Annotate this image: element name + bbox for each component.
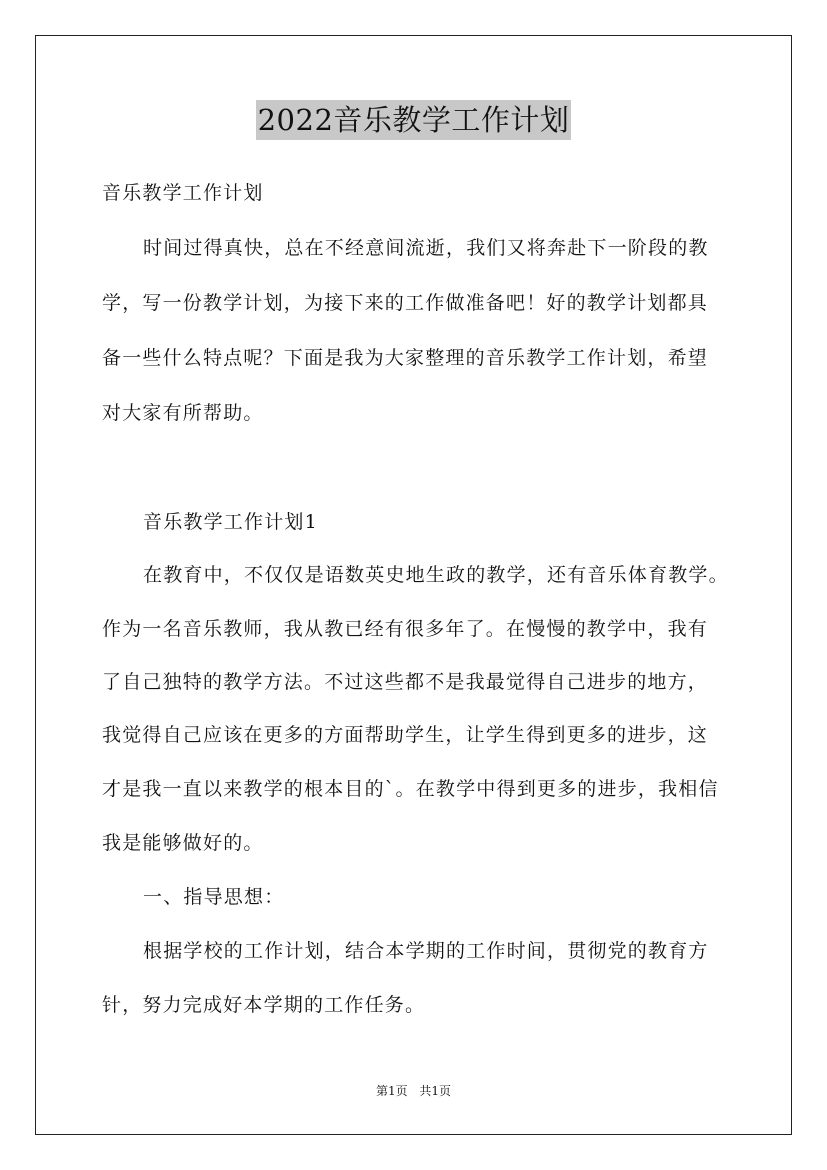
- paragraph-line: 作为一名音乐教师，我从教已经有很多年了。在慢慢的教学中，我有: [102, 618, 709, 640]
- paragraph-line: 学，写一份教学计划，为接下来的工作做准备吧！好的教学计划都具: [102, 292, 709, 314]
- paragraph-line: 对大家有所帮助。: [102, 402, 264, 424]
- paragraph-line: 时间过得真快，总在不经意间流逝，我们又将奔赴下一阶段的教: [143, 237, 709, 259]
- paragraph-line: 在教育中，不仅仅是语数英史地生政的教学，还有音乐体育教学。: [143, 564, 729, 586]
- document-title: 2022音乐教学工作计划: [256, 100, 572, 140]
- title-wrap: [0, 100, 827, 140]
- paragraph-line: 针，努力完成好本学期的工作任务。: [102, 994, 426, 1016]
- page-number: 第1页: [375, 1084, 408, 1098]
- subtitle-line: 音乐教学工作计划: [102, 182, 264, 204]
- page-total: 共1页: [419, 1084, 452, 1098]
- paragraph-line: 根据学校的工作计划，结合本学期的工作时间，贯彻党的教育方: [143, 940, 709, 962]
- section-heading: 音乐教学工作计划1: [143, 511, 318, 533]
- paragraph-line: 才是我一直以来教学的根本目的`。在教学中得到更多的进步，我相信: [102, 778, 719, 800]
- paragraph-line: 我是能够做好的。: [102, 832, 264, 854]
- page-footer: [0, 1083, 827, 1099]
- paragraph-line: 备一些什么特点呢？下面是我为大家整理的音乐教学工作计划，希望: [102, 347, 709, 369]
- paragraph-line: 我觉得自己应该在更多的方面帮助学生，让学生得到更多的进步，这: [102, 724, 709, 746]
- paragraph-line: 了自己独特的教学方法。不过这些都不是我最觉得自己进步的地方，: [102, 671, 709, 693]
- subsection-heading: 一、指导思想：: [143, 886, 285, 908]
